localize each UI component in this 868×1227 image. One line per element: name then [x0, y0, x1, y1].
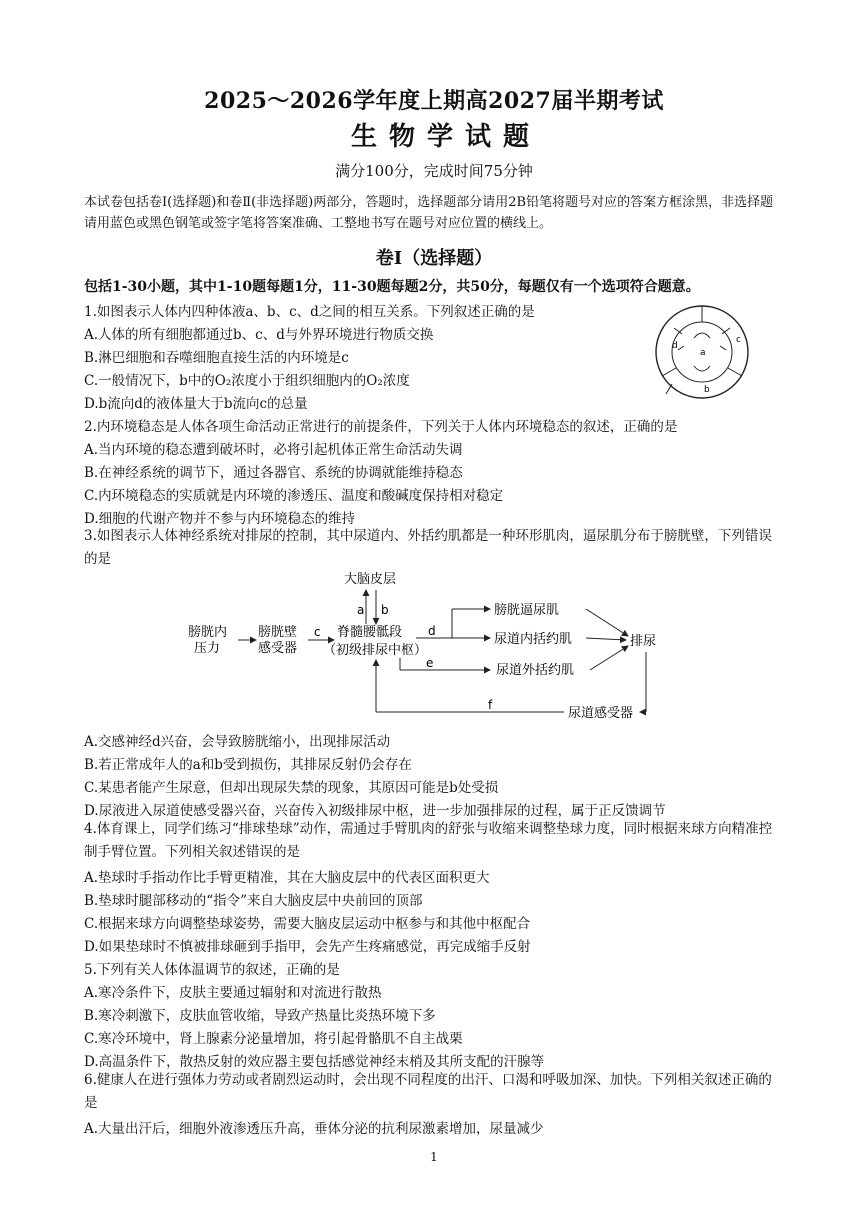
- urethral-receptor-label: 尿道感受器: [568, 706, 634, 721]
- option: A.交感神经d兴奋，会导致膀胱缩小，出现排尿活动: [84, 734, 391, 750]
- question-stem: 6.健康人在进行强体力劳动或者剧烈运动时，会出现不同程度的出汗、口渴和呼吸加深、加快。下列相关叙述正确的是: [84, 1072, 772, 1111]
- label-d: d: [672, 341, 678, 351]
- path-c: c: [314, 625, 321, 639]
- question-stem: 2.内环境稳态是人体各项生命活动正常进行的前提条件，下列关于人体内环境稳态的叙述，正确的是: [84, 419, 678, 435]
- external-sphincter-label: 尿道外括约肌: [496, 663, 575, 678]
- pressure-label-2: 压力: [194, 641, 221, 656]
- path-f: f: [488, 698, 493, 712]
- option: A.大量出汗后，细胞外液渗透压升高，垂体分泌的抗利尿激素增加，尿量减少: [84, 1121, 544, 1137]
- option: B.垫球时腿部移动的“指令”来自大脑皮层中央前回的顶部: [84, 893, 423, 909]
- question-stem: 5.下列有关人体体温调节的叙述，正确的是: [84, 962, 340, 978]
- score-time: 满分100分，完成时间75分钟: [335, 162, 533, 180]
- option: B.寒冷刺激下，皮肤血管收缩，导致产热量比炎热环境下多: [84, 1008, 436, 1024]
- option: C.内环境稳态的实质就是内环境的渗透压、温度和酸碱度保持相对稳定: [84, 488, 504, 504]
- option: D.高温条件下，散热反射的效应器主要包括感觉神经末梢及其所支配的汗腺等: [84, 1054, 545, 1070]
- instructions: 本试卷包括卷Ⅰ(选择题)和卷Ⅱ(非选择题)两部分，答题时，选择题部分请用2B铅笔将题号对应的答案方框涂黑，非选择题请用蓝色或黑色钢笔或签字笔将答案准确、工整地书写在题号对应位置的横线上。: [84, 195, 774, 231]
- urination-control-diagram: [180, 566, 680, 724]
- urinate-label: 排尿: [630, 634, 657, 649]
- label-a: a: [700, 348, 706, 358]
- section-title: 卷Ⅰ（选择题）: [375, 248, 493, 269]
- detrusor-label: 膀胱逼尿肌: [494, 603, 560, 618]
- option: D.细胞的代谢产物并不参与内环境稳态的维持: [84, 511, 356, 527]
- label-c: c: [736, 335, 741, 345]
- receptor-label-2: 感受器: [258, 641, 298, 656]
- option: A.垫球时手指动作比手臂更精准，其在大脑皮层中的代表区面积更大: [84, 870, 490, 886]
- option: C.某患者能产生尿意，但却出现尿失禁的现象，其原因可能是b处受损: [84, 780, 499, 796]
- path-e: e: [426, 656, 434, 670]
- option: D.如果垫球时不慎被排球砸到手指甲，会先产生疼痛感觉，再完成缩手反射: [84, 939, 531, 955]
- option: D.尿液进入尿道使感受器兴奋，兴奋传入初级排尿中枢，进一步加强排尿的过程，属于正反馈调节: [84, 803, 666, 819]
- option: A.寒冷条件下，皮肤主要通过辐射和对流进行散热: [84, 985, 382, 1001]
- option: D.b流向d的液体量大于b流向c的总量: [84, 396, 308, 412]
- pressure-label-1: 膀胱内: [188, 625, 228, 640]
- spinal-label-1: 脊髓腰骶段: [337, 625, 403, 640]
- cortex-label: 大脑皮层: [344, 572, 397, 587]
- question-stem: 4.体育课上，同学们练习“排球垫球”动作，需通过手臂肌肉的舒张与收缩来调整垫球力度，同时根据来球方向精准控制手臂位置。下列相关叙述错误的是: [84, 821, 773, 860]
- path-b: b: [381, 603, 389, 617]
- option: B.淋巴细胞和吞噬细胞直接生活的内环境是c: [84, 350, 349, 366]
- spinal-label-2: （初级排尿中枢）: [323, 643, 428, 658]
- body-fluid-diagram: [654, 298, 750, 406]
- question-stem: 3.如图表示人体神经系统对排尿的控制，其中尿道内、外括约肌都是一种环形肌肉，逼尿肌分布于膀胱壁，下列错误的是: [84, 528, 772, 567]
- path-d: d: [428, 624, 436, 638]
- path-a: a: [357, 603, 365, 617]
- page-number: 1: [430, 1150, 438, 1164]
- option: B.在神经系统的调节下，通过各器官、系统的协调就能维持稳态: [84, 465, 463, 481]
- subject-title: 生物学试题: [350, 122, 541, 152]
- option: C.寒冷环境中，肾上腺素分泌量增加，将引起骨骼肌不自主战栗: [84, 1031, 463, 1047]
- option: C.一般情况下，b中的O₂浓度小于组织细胞内的O₂浓度: [84, 373, 410, 389]
- option: C.根据来球方向调整垫球姿势，需要大脑皮层运动中枢参与和其他中枢配合: [84, 916, 531, 932]
- option: A.人体的所有细胞都通过b、c、d与外界环境进行物质交换: [84, 327, 434, 343]
- label-b: b: [704, 385, 710, 395]
- internal-sphincter-label: 尿道内括约肌: [494, 632, 573, 647]
- section-note: 包括1-30小题，其中1-10题每题1分，11-30题每题2分，共50分，每题仅有一个选项符合题意。: [84, 279, 700, 295]
- option: B.若正常成年人的a和b受到损伤，其排尿反射仍会存在: [84, 757, 412, 773]
- receptor-label-1: 膀胱壁: [258, 625, 298, 640]
- option: A.当内环境的稳态遭到破坏时，必将引起机体正常生命活动失调: [84, 442, 463, 458]
- exam-title: 2025～2026学年度上期高2027届半期考试: [204, 88, 664, 114]
- question-stem: 1.如图表示人体内四种体液a、b、c、d之间的相互关系。下列叙述正确的是: [84, 304, 535, 320]
